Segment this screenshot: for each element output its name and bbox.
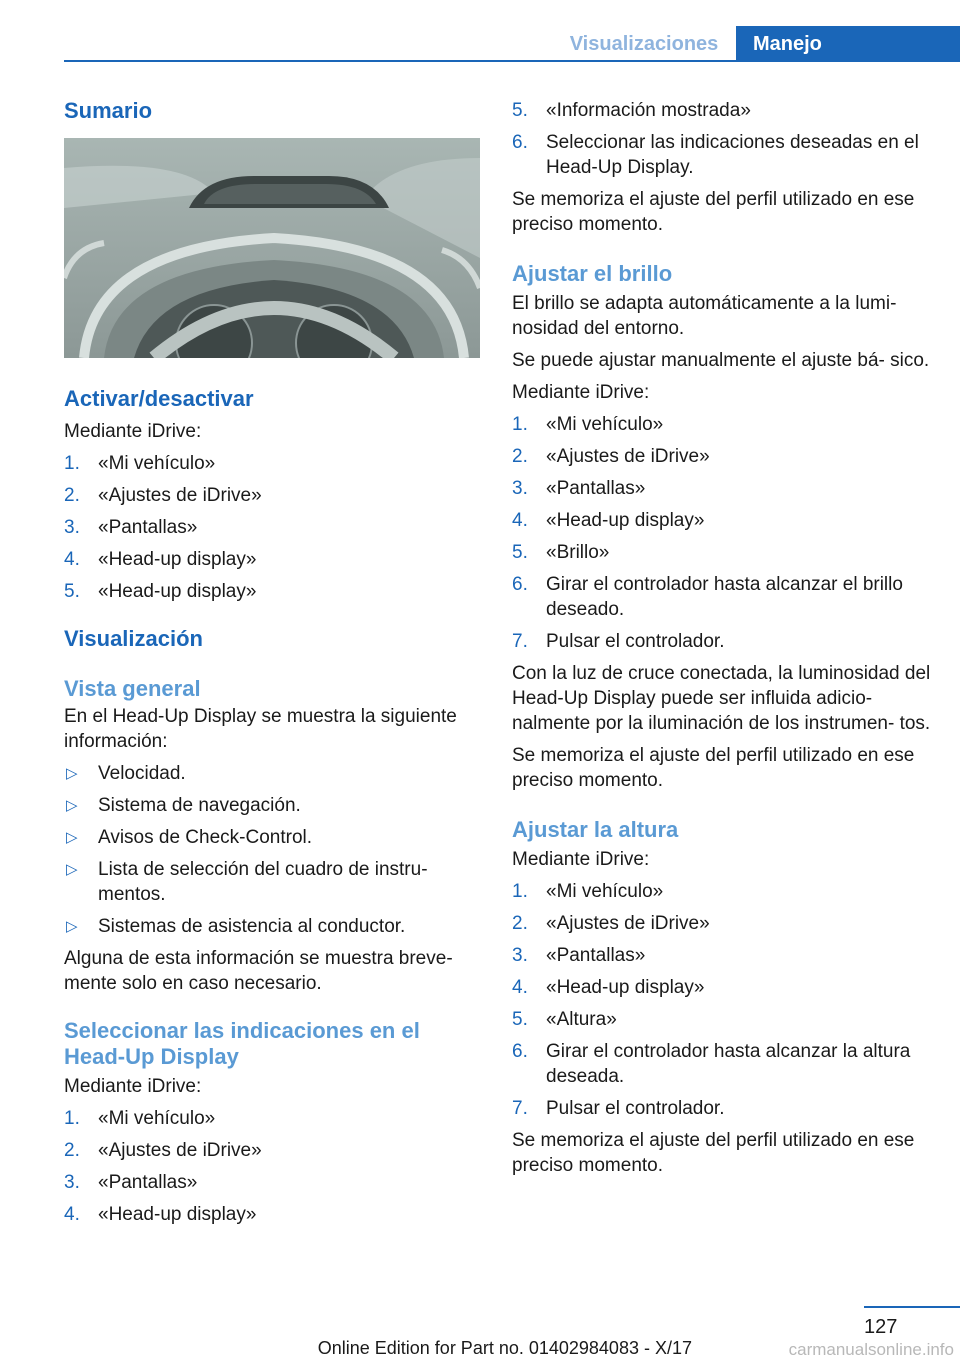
footer-rule xyxy=(864,1306,960,1308)
list-item: ▷ Sistema de navegación. xyxy=(66,795,301,816)
right-column xyxy=(512,98,932,1178)
heading-seleccionar: Seleccionar las indicaciones en el Head-Up Display xyxy=(64,1018,420,1069)
bullet-triangle-icon: ▷ xyxy=(66,829,78,846)
list-item: 6. Girar el controlador hasta alcanzar la altura deseada. xyxy=(512,1041,911,1087)
header-chapter-tab: Manejo xyxy=(736,26,960,62)
list-item: 7. Pulsar el controlador. xyxy=(512,1098,725,1119)
list-item: 6. Girar el controlador hasta alcanzar el brillo deseado. xyxy=(512,574,903,620)
bullet-triangle-icon: ▷ xyxy=(66,765,78,782)
list-item: 3. «Pantallas» xyxy=(64,517,198,538)
list-item: 7. Pulsar el controlador. xyxy=(512,631,725,652)
heading-sumario: Sumario xyxy=(64,98,153,123)
bullet-triangle-icon: ▷ xyxy=(66,918,78,935)
bullet-triangle-icon: ▷ xyxy=(66,797,78,814)
list-item: 3. «Pantallas» xyxy=(512,945,646,966)
activar-steps-list xyxy=(64,451,484,604)
list-item: ▷ Velocidad. xyxy=(66,763,186,784)
brillo-p2: Se puede ajustar manualmente el ajuste bá- sico. xyxy=(512,350,930,371)
list-item: 2. «Ajustes de iDrive» xyxy=(512,446,710,467)
brillo-steps-list xyxy=(512,412,932,654)
seleccionar-intro: Mediante iDrive: xyxy=(64,1076,202,1097)
seleccionar-steps-continued xyxy=(512,98,932,180)
list-item: 3. «Pantallas» xyxy=(64,1172,198,1193)
list-item: 2. «Ajustes de iDrive» xyxy=(512,913,710,934)
dashboard-illustration xyxy=(64,138,480,358)
altura-intro: Mediante iDrive: xyxy=(512,849,650,870)
bullet-triangle-icon: ▷ xyxy=(66,861,78,878)
vista-bullets-list xyxy=(64,761,484,939)
brillo-p3: Con la luz de cruce conectada, la luminosidad del Head-Up Display puede ser influida adicio- nalmente por la iluminación de los instrumen- tos. xyxy=(512,663,931,734)
list-item: ▷ Avisos de Check-Control. xyxy=(66,827,313,848)
list-item: 4. «Head-up display» xyxy=(512,510,705,531)
seleccionar-steps-list xyxy=(64,1106,484,1227)
list-item: 5. «Información mostrada» xyxy=(512,100,751,121)
watermark: carmanualsonline.info xyxy=(788,1340,954,1359)
list-item: ▷ Lista de selección del cuadro de instru- mentos. xyxy=(66,859,428,905)
left-column xyxy=(64,98,484,1227)
heading-visualizacion: Visualización xyxy=(64,626,203,651)
list-item: 6. Seleccionar las indicaciones deseadas en el Head-Up Display. xyxy=(512,132,919,178)
seleccionar-note: Se memoriza el ajuste del perfil utilizado en ese preciso momento. xyxy=(512,189,915,235)
brillo-p1: El brillo se adapta automáticamente a la lumi- nosidad del entorno. xyxy=(512,293,897,339)
vista-text: En el Head-Up Display se muestra la siguiente información: xyxy=(64,706,457,752)
header-section-label: Visualizaciones xyxy=(569,32,719,55)
heading-activar: Activar/desactivar xyxy=(64,386,254,411)
list-item: 1. «Mi vehículo» xyxy=(512,414,664,435)
list-item: 4. «Head-up display» xyxy=(64,549,257,570)
brillo-note: Se memoriza el ajuste del perfil utilizado en ese preciso momento. xyxy=(512,745,915,791)
brillo-intro: Mediante iDrive: xyxy=(512,382,650,403)
list-item: 2. «Ajustes de iDrive» xyxy=(64,1140,262,1161)
list-item: 5. «Head-up display» xyxy=(64,581,257,602)
list-item: ▷ Sistemas de asistencia al conductor. xyxy=(66,916,406,937)
activar-intro: Mediante iDrive: xyxy=(64,421,202,442)
heading-altura: Ajustar la altura xyxy=(512,817,679,842)
list-item: 3. «Pantallas» xyxy=(512,478,646,499)
altura-steps-list xyxy=(512,879,932,1121)
list-item: 5. «Brillo» xyxy=(512,542,610,563)
altura-note: Se memoriza el ajuste del perfil utilizado en ese preciso momento. xyxy=(512,1130,915,1176)
list-item: 1. «Mi vehículo» xyxy=(64,453,216,474)
list-item: 4. «Head-up display» xyxy=(64,1204,257,1225)
page-number: 127 xyxy=(864,1316,898,1338)
list-item: 5. «Altura» xyxy=(512,1009,617,1030)
list-item: 2. «Ajustes de iDrive» xyxy=(64,485,262,506)
list-item: 4. «Head-up display» xyxy=(512,977,705,998)
vista-note: Alguna de esta información se muestra breve- mente solo en caso necesario. xyxy=(64,948,453,994)
edition-line: Online Edition for Part no. 01402984083 - X/17 xyxy=(317,1338,692,1358)
list-item: 1. «Mi vehículo» xyxy=(512,881,664,902)
heading-vista-general: Vista general xyxy=(64,676,201,701)
list-item: 1. «Mi vehículo» xyxy=(64,1108,216,1129)
heading-brillo: Ajustar el brillo xyxy=(512,261,673,286)
